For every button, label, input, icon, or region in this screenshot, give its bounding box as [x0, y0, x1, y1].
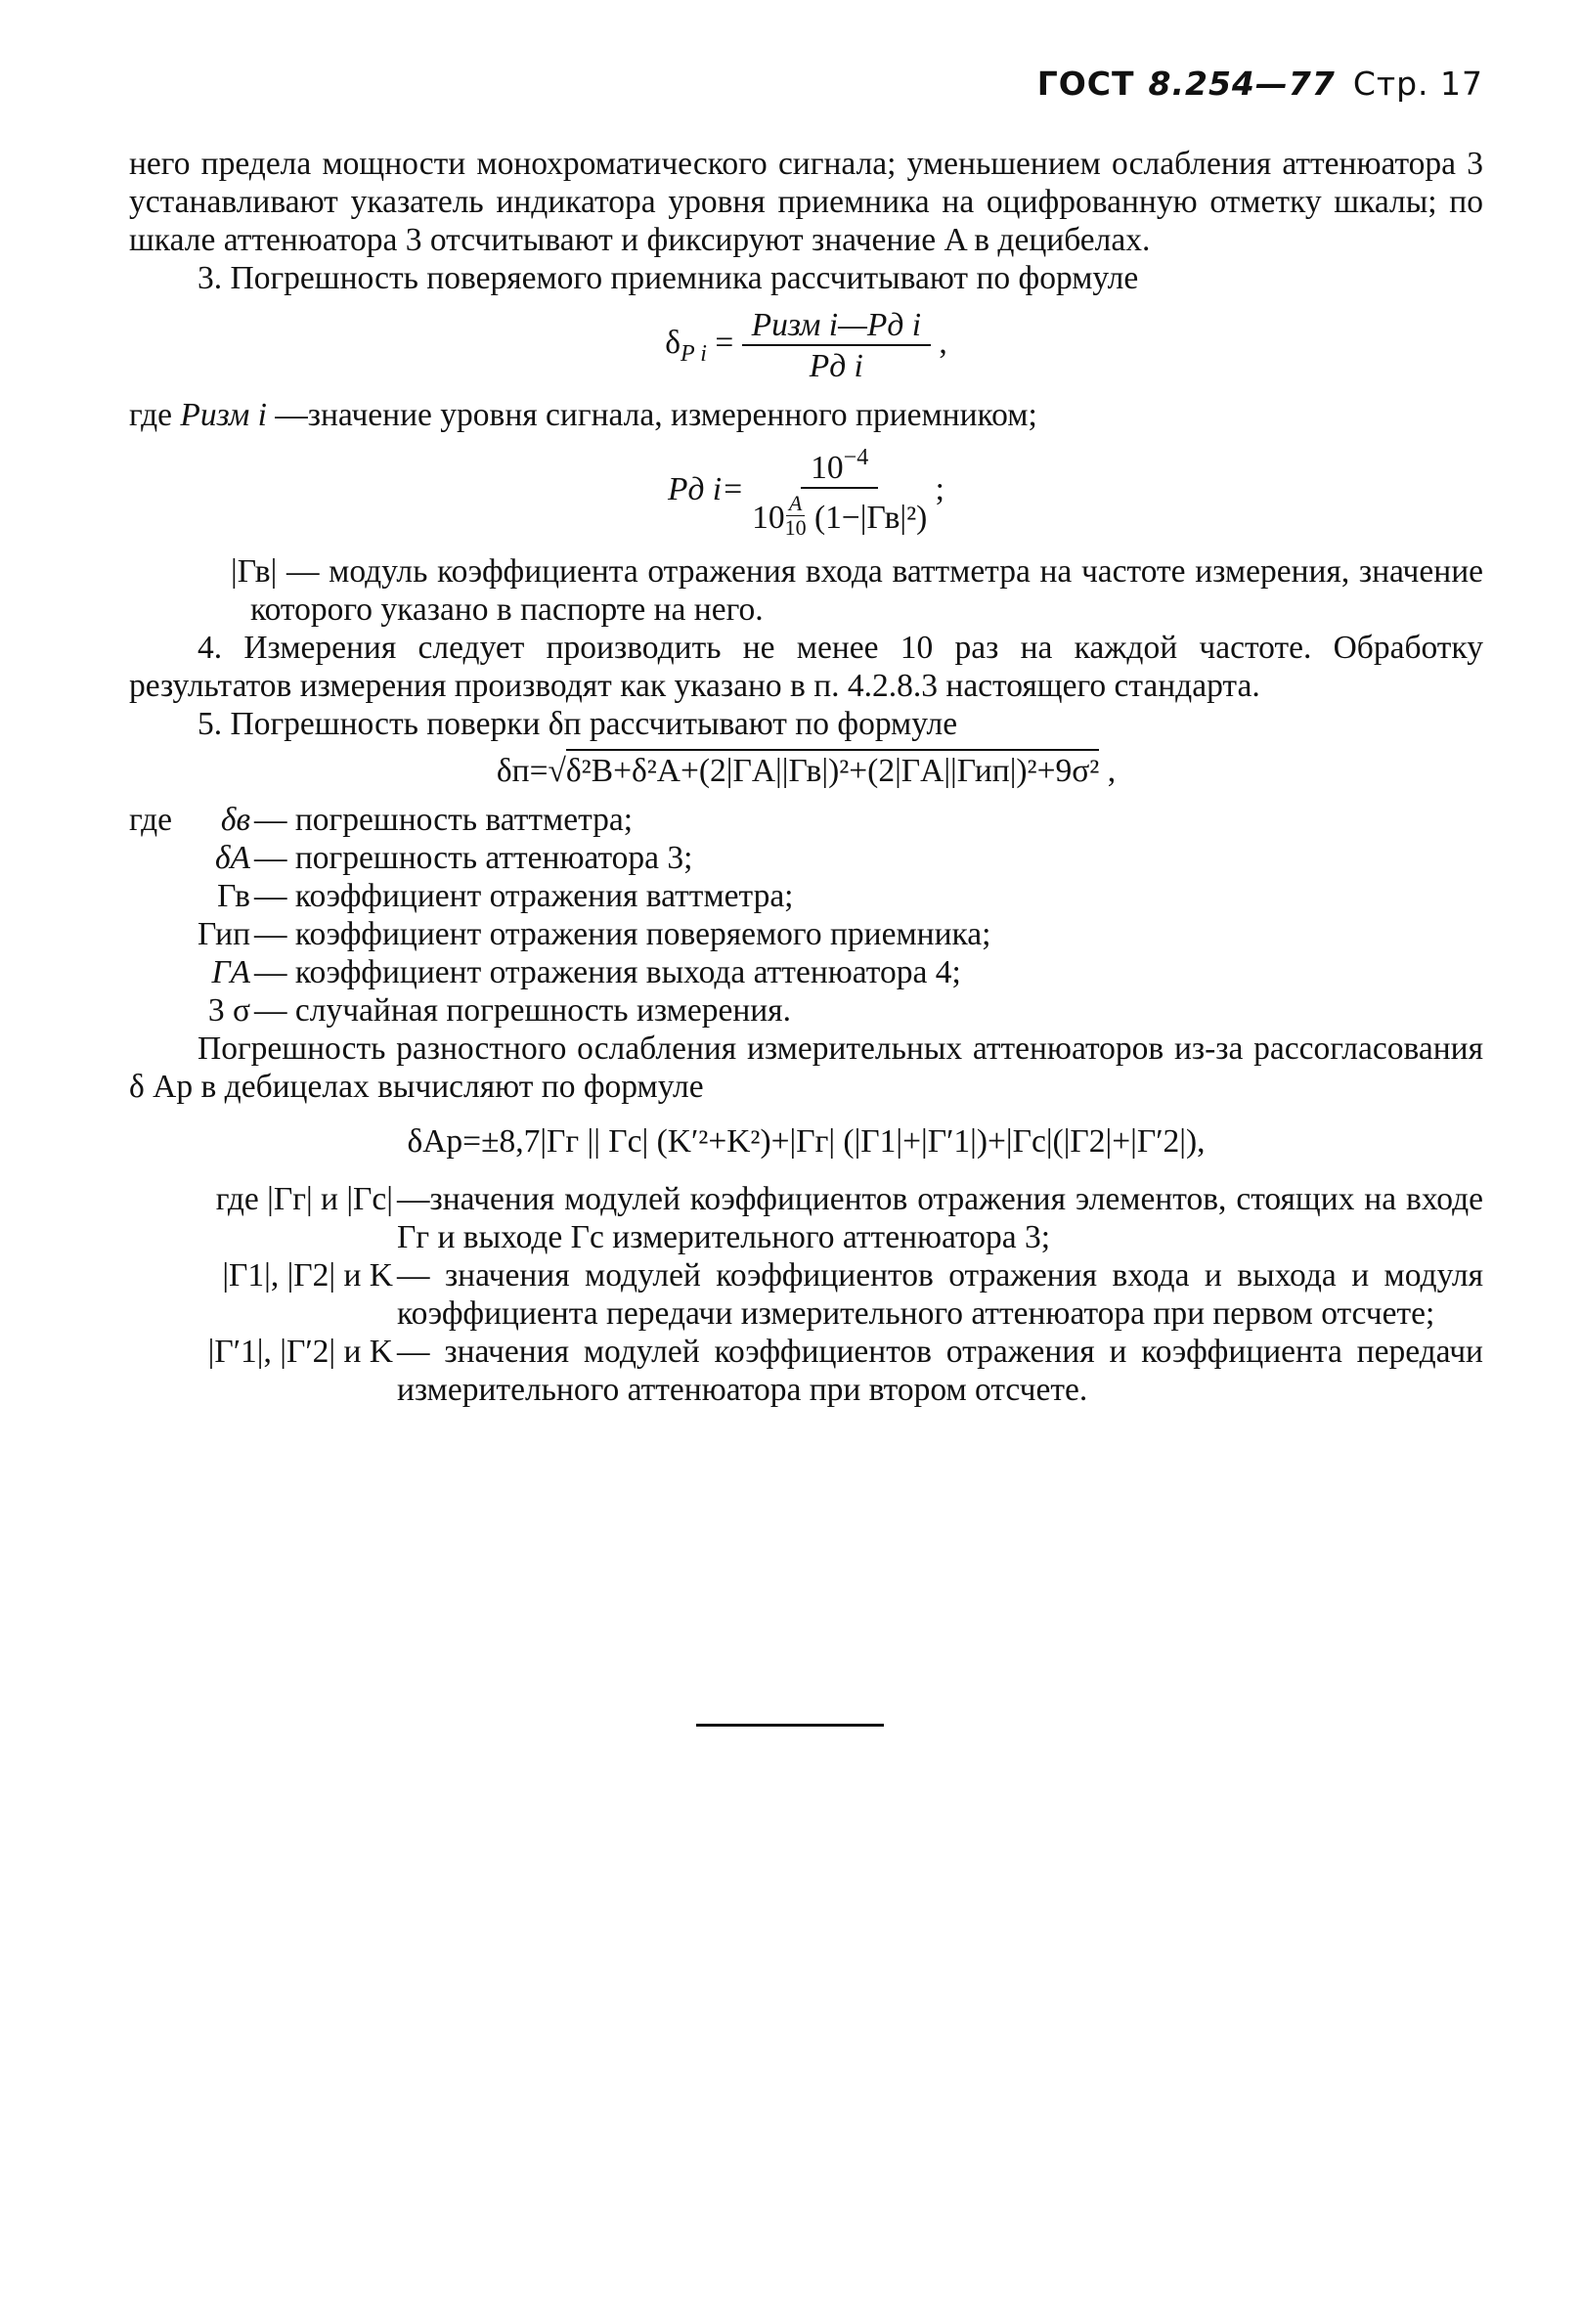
definition-desc: — погрешность ваттметра; — [254, 802, 634, 838]
formula3-lhs: δп= — [496, 752, 549, 789]
formula1-eq: = — [715, 325, 734, 362]
formula1-lhs-sub: P i — [681, 341, 707, 368]
formula2-numerator — [801, 446, 878, 489]
definition-desc: — значения модулей коэффициентов отражения и коэффициента передачи измерительного аттенюатора при втором отсчете. — [397, 1333, 1483, 1408]
definition-prefix: где — [129, 802, 172, 838]
definition-term: δв — [220, 802, 250, 838]
paragraph-continuation: него предела мощности монохроматического сигнала; уменьшением ослабления аттенюатора 3 устанавливают указатель индикатора уровня приемника на оцифрованную отметку шкалы; по шкале аттенюатора 3 отсчитывают и фиксируют значение A в децибелах. — [129, 146, 1483, 258]
definition-prefix — [129, 839, 196, 877]
definition-row — [129, 953, 990, 991]
formula3-root-sign: √ — [548, 752, 566, 789]
formula-mismatch-error: δAр=±8,7|Гг || Гс| (K′²+K²)+|Гг| (|Г1|+|Г′1|)+|Гс|(|Г2|+|Г′2|), — [407, 1123, 1206, 1160]
where-pizm — [129, 396, 1483, 434]
closing-rule — [696, 1724, 884, 1727]
definitions-list-1 — [129, 801, 990, 1030]
formula2-fraction — [752, 446, 927, 539]
definition-desc: — случайная погрешность измерения. — [254, 992, 791, 1029]
definition-prefix — [129, 915, 196, 953]
formula3-tail: , — [1107, 752, 1117, 789]
formula1-numerator: Pизм i—Pд i — [742, 309, 931, 346]
item-5: 5. Погрешность поверки δп рассчитывают по формуле — [198, 705, 958, 742]
definition-prefix — [129, 953, 196, 991]
definition-term: где |Гг| и |Гс| — [215, 1180, 393, 1217]
where1-desc: —значение уровня сигнала, измеренного приемником; — [275, 397, 1037, 433]
formula2-num-base: 10 — [811, 450, 844, 486]
definition-term: |Г1|, |Г2| и K — [222, 1256, 393, 1294]
formula-verification-error — [129, 752, 1483, 789]
where1-prefix: где — [129, 397, 172, 433]
definition-desc: — коэффициент отражения ваттметра; — [254, 878, 794, 914]
definition-row — [129, 801, 990, 839]
definition-row — [129, 991, 990, 1030]
item-3: 3. Погрешность поверяемого приемника рассчитывают по формуле — [198, 260, 1139, 296]
definitions-list-2 — [129, 1180, 1483, 1409]
definition-row — [129, 1256, 1483, 1333]
definition-desc: — значения модулей коэффициентов отражения входа и выхода и модуля коэффициента передачи измерительного аттенюатора при первом отсчете; — [397, 1256, 1483, 1332]
page-number: Стр. 17 — [1352, 65, 1483, 103]
where1-term: Pизм i — [180, 397, 267, 433]
paragraph-mismatch: Погрешность разностного ослабления измерительных аттенюаторов из-за рассогласования δ Aр в дебицелах вычисляют по формуле — [129, 1030, 1483, 1105]
definition-row — [129, 1333, 1483, 1409]
formula3-radicand: δ²В+δ²А+(2|ГA||Гв|)²+(2|ГA||Гип|)²+9σ² — [566, 749, 1099, 789]
item-4: 4. Измерения следует производить не менее 10 раз на каждой частоте. Обработку результатов измерения производят как указано в п. 4.2.8.3 настоящего стандарта. — [129, 629, 1483, 704]
formula2-den-base: 10 — [752, 499, 785, 536]
definition-row — [129, 1180, 1483, 1256]
definition-term: Гв — [217, 878, 250, 914]
formula-reference-power — [129, 446, 1483, 539]
standard-number: 8.254—77 — [1148, 65, 1336, 103]
formula2-lhs: Pд i= — [668, 470, 744, 507]
formula2-tail: ; — [935, 470, 944, 507]
definition-term: ГA — [211, 954, 250, 990]
document-body — [129, 145, 1483, 1409]
standard-label: ГОСТ — [1036, 65, 1135, 103]
definition-term: |Г′1|, |Г′2| и K — [207, 1333, 393, 1370]
gamma-definition: |Гв| — модуль коэффициента отражения входа ваттметра на частоте измерения, значение которого указано в паспорте на него. — [231, 552, 1483, 628]
definition-desc: —значения модулей коэффициентов отражения элементов, стоящих на входе Гг и выходе Гс измерительного аттенюатора 3; — [397, 1180, 1483, 1255]
formula2-den-tail: (1−|Гв|²) — [813, 499, 928, 536]
definition-row — [129, 915, 990, 953]
formula2-exp-num: A — [786, 493, 805, 516]
definition-prefix — [129, 991, 196, 1030]
definition-term: 3 σ — [207, 992, 250, 1029]
definition-desc: — коэффициент отражения выхода аттенюатора 4; — [254, 954, 961, 990]
formula1-tail: , — [939, 325, 947, 362]
definition-row — [129, 839, 990, 877]
definition-term: Гип — [198, 916, 250, 952]
definition-desc: — погрешность аттенюатора 3; — [254, 840, 693, 876]
formula1-denominator: Pд i — [809, 347, 863, 384]
formula1-fraction — [742, 309, 931, 382]
formula1-lhs: δ — [665, 325, 681, 362]
definition-prefix — [129, 877, 196, 915]
page-header — [1037, 65, 1483, 103]
definition-row — [129, 877, 990, 915]
formula2-num-exp: −4 — [843, 445, 869, 470]
definition-term: δA — [214, 840, 250, 876]
definition-desc: — коэффициент отражения поверяемого приемника; — [254, 916, 991, 952]
formula2-exp-den: 10 — [784, 514, 807, 540]
formula2-exp-fraction — [784, 490, 807, 540]
formula2-denominator — [752, 489, 927, 539]
formula-relative-error — [129, 309, 1483, 382]
